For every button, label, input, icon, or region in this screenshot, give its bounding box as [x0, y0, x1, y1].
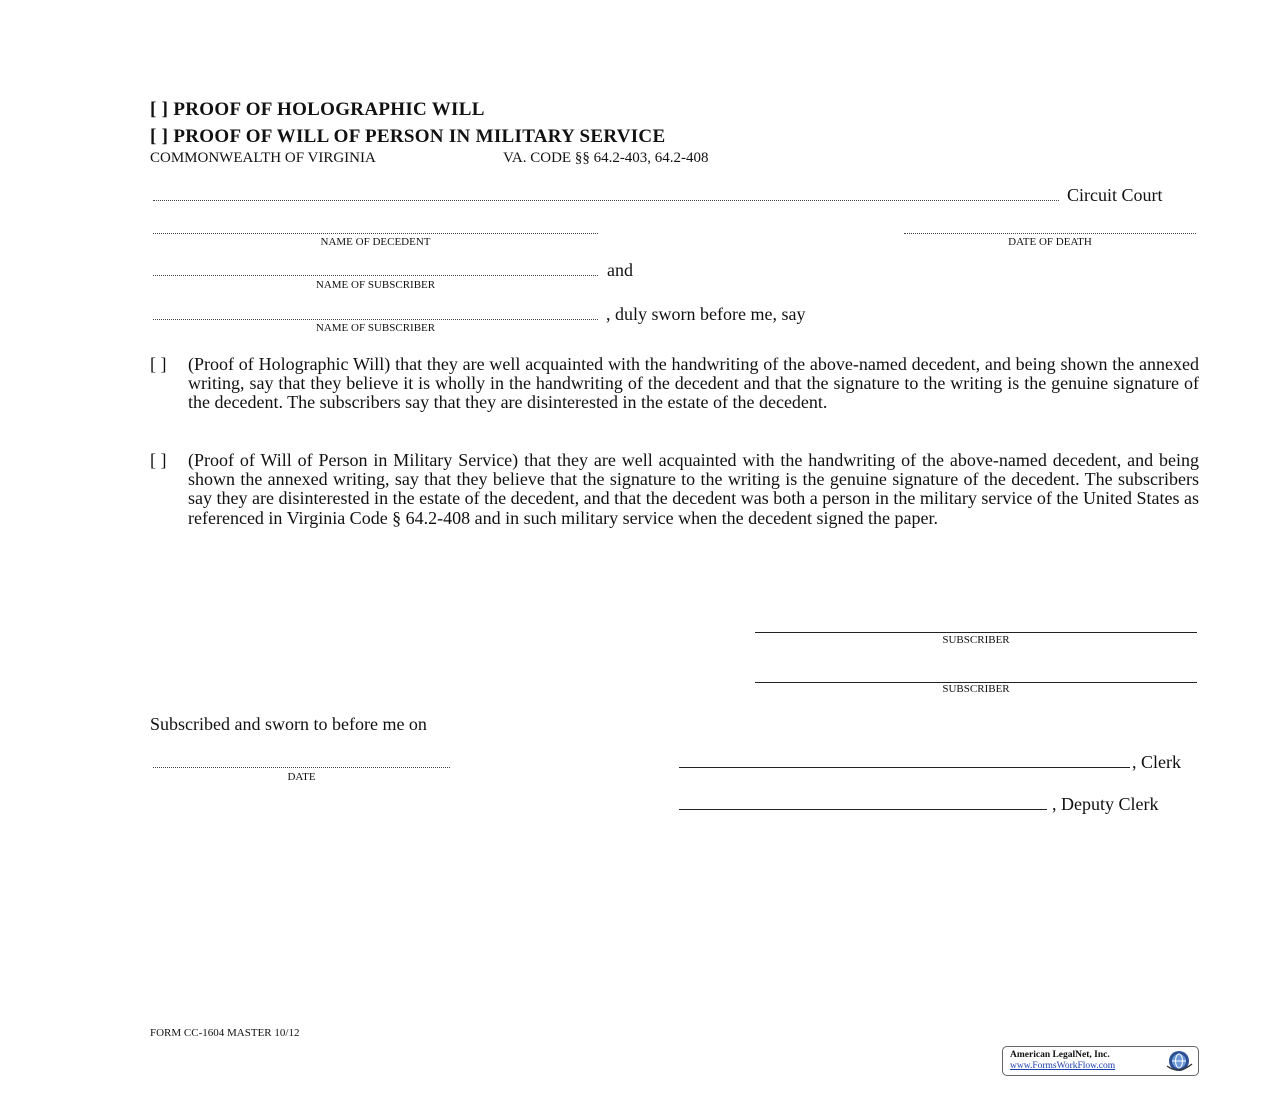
title-holographic-will: [ ] PROOF OF HOLOGRAPHIC WILL [150, 99, 485, 120]
sworn-date-caption: DATE [287, 771, 316, 783]
clerk-label: , Clerk [1132, 752, 1181, 772]
military-checkbox[interactable]: [ ] [150, 450, 167, 470]
holographic-paragraph: (Proof of Holographic Will) that they are well acquainted with the handwriting of the above-named decedent, and being shown the annexed writing, say that they believe it is wholly in the handwriting of the decedent and that the signature to the writing is the genuine signature of the decedent. The subscribers say that they are disinterested in the estate of the decedent. [188, 354, 1199, 413]
brand-logo[interactable] [1002, 1046, 1199, 1076]
decedent-name-field[interactable] [153, 233, 598, 234]
subscriber2-caption: NAME OF SUBSCRIBER [315, 322, 436, 334]
military-paragraph: (Proof of Will of Person in Military Service) that they are well acquainted with the handwriting of the above-named decedent, and being shown the annexed writing, say that they believe that the signature to the writing is the genuine signature of the decedent. The subscribers say they are disinterested in the estate of the decedent, and that the decedent was both a person in the military service of the United States as referenced in Virginia Code § 64.2-408 and in such military service when the decedent signed the paper. [188, 450, 1199, 528]
court-name-field[interactable] [153, 200, 1059, 201]
code-reference: VA. CODE §§ 64.2-403, 64.2-408 [503, 150, 709, 166]
sworn-text: , duly sworn before me, say [606, 304, 806, 324]
title-military-will: [ ] PROOF OF WILL OF PERSON IN MILITARY SERVICE [150, 126, 666, 147]
globe-icon [1163, 1049, 1195, 1073]
subscriber1-name-field[interactable] [153, 275, 598, 276]
clerk-signature-line[interactable] [679, 767, 1130, 768]
brand-url[interactable]: www.FormsWorkFlow.com [1010, 1061, 1116, 1071]
subscriber2-name-field[interactable] [153, 319, 598, 320]
date-of-death-caption: DATE OF DEATH [1008, 236, 1092, 248]
decedent-caption: NAME OF DECEDENT [320, 236, 431, 248]
deputy-clerk-label: , Deputy Clerk [1052, 794, 1159, 814]
court-suffix: Circuit Court [1067, 185, 1163, 205]
holographic-checkbox[interactable]: [ ] [150, 354, 167, 374]
and-text: and [607, 260, 633, 280]
deputy-clerk-signature-line[interactable] [679, 809, 1047, 810]
sworn-date-field[interactable] [153, 767, 450, 768]
subscribed-sworn-text: Subscribed and sworn to before me on [150, 714, 427, 734]
subscriber2-signature-caption: SUBSCRIBER [942, 683, 1010, 695]
form-id: FORM CC-1604 MASTER 10/12 [150, 1027, 300, 1039]
subscriber1-signature-caption: SUBSCRIBER [942, 634, 1010, 646]
subscriber1-signature-line[interactable] [755, 632, 1197, 633]
date-of-death-field[interactable] [904, 233, 1196, 234]
subscriber1-caption: NAME OF SUBSCRIBER [315, 279, 436, 291]
brand-name: American LegalNet, Inc. [1010, 1050, 1110, 1060]
jurisdiction: COMMONWEALTH OF VIRGINIA [150, 150, 376, 166]
